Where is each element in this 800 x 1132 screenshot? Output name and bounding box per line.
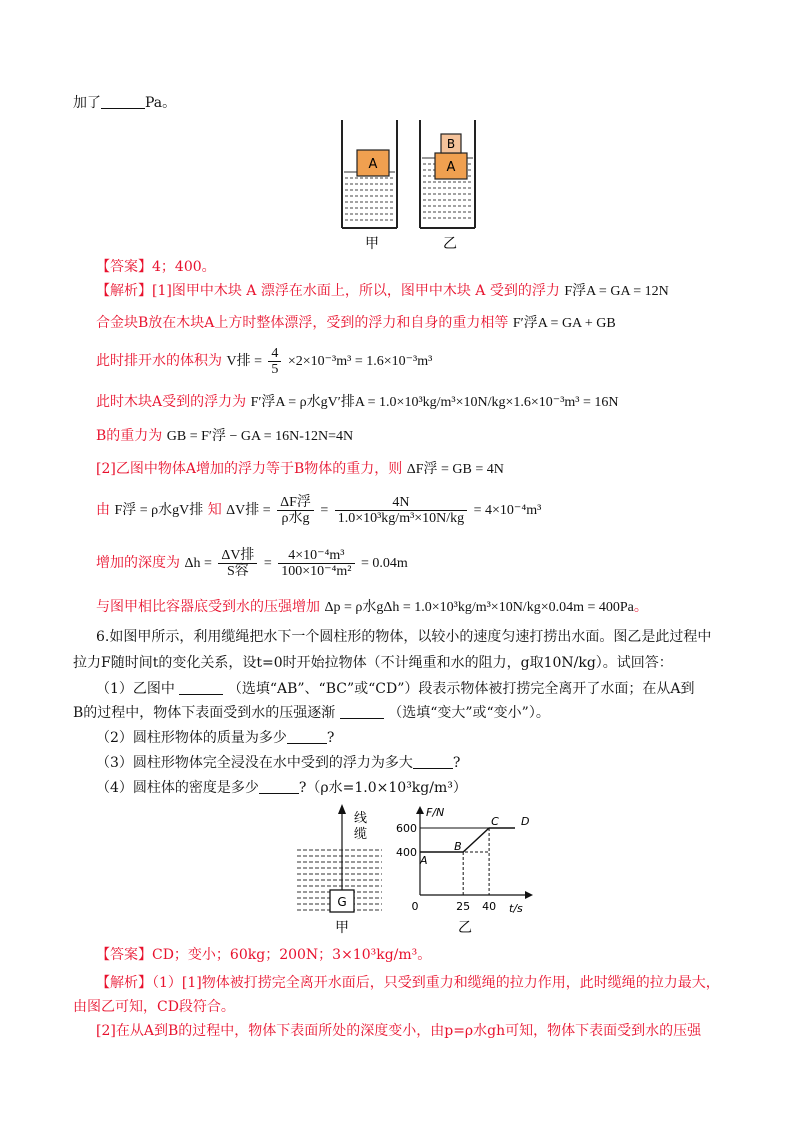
formula: F′浮A = ρ水gV′排A = 1.0×10³kg/m³×10N/kg×1.6×10⁻³m³ = 16N [250,395,619,410]
answer-line: 【答案】4；400。 [96,259,216,275]
answer-blank [287,729,327,744]
x-axis-arrow-icon [525,891,533,899]
q6-part-1: （1）乙图中 （选填“AB”、“BC”或“CD”）段表示物体被打捞完全离开了水面；在从A到 [96,681,695,697]
point-label: B [454,840,462,853]
formula: GB = F′浮 − GA = 16N-12N=4N [166,429,354,444]
intro-line: 加了 Pa。 [73,95,177,111]
force-series-line [420,828,515,852]
svg-text:G: G [337,895,347,909]
caption-yi: 乙 [458,920,472,936]
point-label: C [491,815,499,828]
q6-part-4: （4）圆柱体的密度是多少 ?（ρ水=1.0×10³kg/m³） [96,780,467,796]
answer-blank [259,779,299,794]
analysis-line-2: 合金块B放在木块A上方时整体漂浮，受到的浮力和自身的重力相等 F′浮A = GA + GB [96,315,616,331]
formula: ΔF浮 = GB = 4N [406,462,504,477]
point-label: A [420,854,428,867]
fraction: $\frac{\text{ΔV排}}{\text{S容}}$ [218,548,257,579]
q6-stem-line-1: 6.如图甲所示，利用缆绳把水下一个圆柱形的物体，以较小的速度匀速打捞出水面。图乙是此过程中 [96,629,712,645]
caption-yi: 乙 [443,236,457,252]
answer-blank [101,94,145,109]
analysis-line-1: 【解析】[1]图甲中木块 A 漂浮在水面上，所以，图甲中木块 A 受到的浮力 F浮A = GA = 12N [96,283,669,299]
q6-analysis-line-3: [2]在从A到B的过程中，物体下表面所处的深度变小，由p=ρ水gh可知，物体下表面受到水的压强 [96,1023,702,1039]
svg-text:线: 线 [354,811,368,826]
analysis-line-6: [2]乙图中物体A增加的浮力等于B物体的重力，则 ΔF浮 = GB = 4N [96,461,504,477]
analysis-line-4: 此时木块A受到的浮力为 F′浮A = ρ水gV′排A = 1.0×10³kg/m³×10N/kg×1.6×10⁻³m³ = 16N [96,394,619,410]
q6-part-1-cont: B的过程中，物体下表面受到水的压强逐渐 （选填“变大”或“变小”）。 [73,705,550,721]
container-right [420,120,475,228]
caption-jia: 甲 [335,920,349,936]
fraction: $\frac{4N}{\text{1.0×10³kg/m³×10N/kg}}$ [335,495,467,526]
y-tick-label: 400 [396,846,417,859]
svg-text:缆: 缆 [354,827,368,842]
analysis-line-8: 增加的深度为 Δh = $\frac{\text{ΔV排}}{\text{S容}}$ = $\frac{\text{4×10⁻⁴m³}}{\text{100×10⁻⁴m²}}$ = 0.04m [96,547,408,579]
analysis-line-5: B的重力为 GB = F′浮 − GA = 16N-12N=4N [96,428,354,444]
block-a-label: A [446,160,456,175]
container-figure [330,120,480,255]
q6-part-3: （3）圆柱形物体完全浸没在水中受到的浮力为多大 ? [96,755,461,771]
x-tick-label: 25 [456,900,471,913]
fraction: $\frac{\text{4×10⁻⁴m³}}{\text{100×10⁻⁴m²}}$ [278,548,354,579]
formula: F′浮A = GA + GB [512,316,616,331]
block-a-label: A [368,157,378,172]
rope-figure [292,800,387,938]
q6-part-2: （2）圆柱形物体的质量为多少 ? [96,730,335,746]
x-tick-label: 40 [482,900,497,913]
q6-analysis-line-1: 【解析】（1）[1]物体被打捞完全离开水面后，只受到重力和缆绳的拉力作用，此时缆绳的拉力最大， [96,975,720,991]
q6-stem-line-2: 拉力F随时间t的变化关系，设t=0时开始拉物体（不计绳重和水的阻力，g取10N/kg）。试回答： [73,655,673,671]
y-axis-arrow-icon [416,806,424,814]
container-left [342,120,397,228]
answer-blank [413,754,453,769]
caption-jia: 甲 [365,236,379,252]
x-axis-label: t/s [509,902,523,915]
analysis-line-9: 与图甲相比容器底受到水的压强增加 Δp = ρ水gΔh = 1.0×10³kg/m³×10N/kg×0.04m = 400Pa。 [96,599,648,615]
q6-answer-line: 【答案】CD；变小；60kg；200N；3×10³kg/m³。 [96,947,432,963]
force-time-chart [395,800,535,938]
point-label: D [521,815,530,828]
fraction: $\frac{\text{ΔF浮}}{\text{ρ水g}}$ [277,495,314,526]
analysis-line-3: 此时排开水的体积为 V排 = $\frac{4}{5}$ ×2×10⁻³m³ = 1.6×10⁻³m³ [96,345,433,377]
formula: Δp = ρ水gΔh = 1.0×10³kg/m³×10N/kg×0.04m = 400Pa [324,600,634,615]
analysis-line-7: 由 F浮 = ρ水gV排 知 ΔV排 = $\frac{\text{ΔF浮}}{\text{ρ水g}}$ = $\frac{4N}{\text{1.0×10³kg/m³×10N/kg}}$ = 4×10⁻⁴m³ [96,494,542,526]
formula: F浮A = GA = 12N [564,284,669,299]
answer-blank [340,704,384,719]
block-b-label: B [446,137,456,151]
origin-label: 0 [411,900,419,913]
answer-blank [179,680,223,695]
y-tick-label: 600 [396,822,417,835]
fraction: $\frac{4}{5}$ [268,346,281,377]
arrow-up-icon [338,804,346,814]
y-axis-label: F/N [426,806,445,819]
q6-analysis-line-2: 由图乙可知，CD段符合。 [73,999,235,1015]
